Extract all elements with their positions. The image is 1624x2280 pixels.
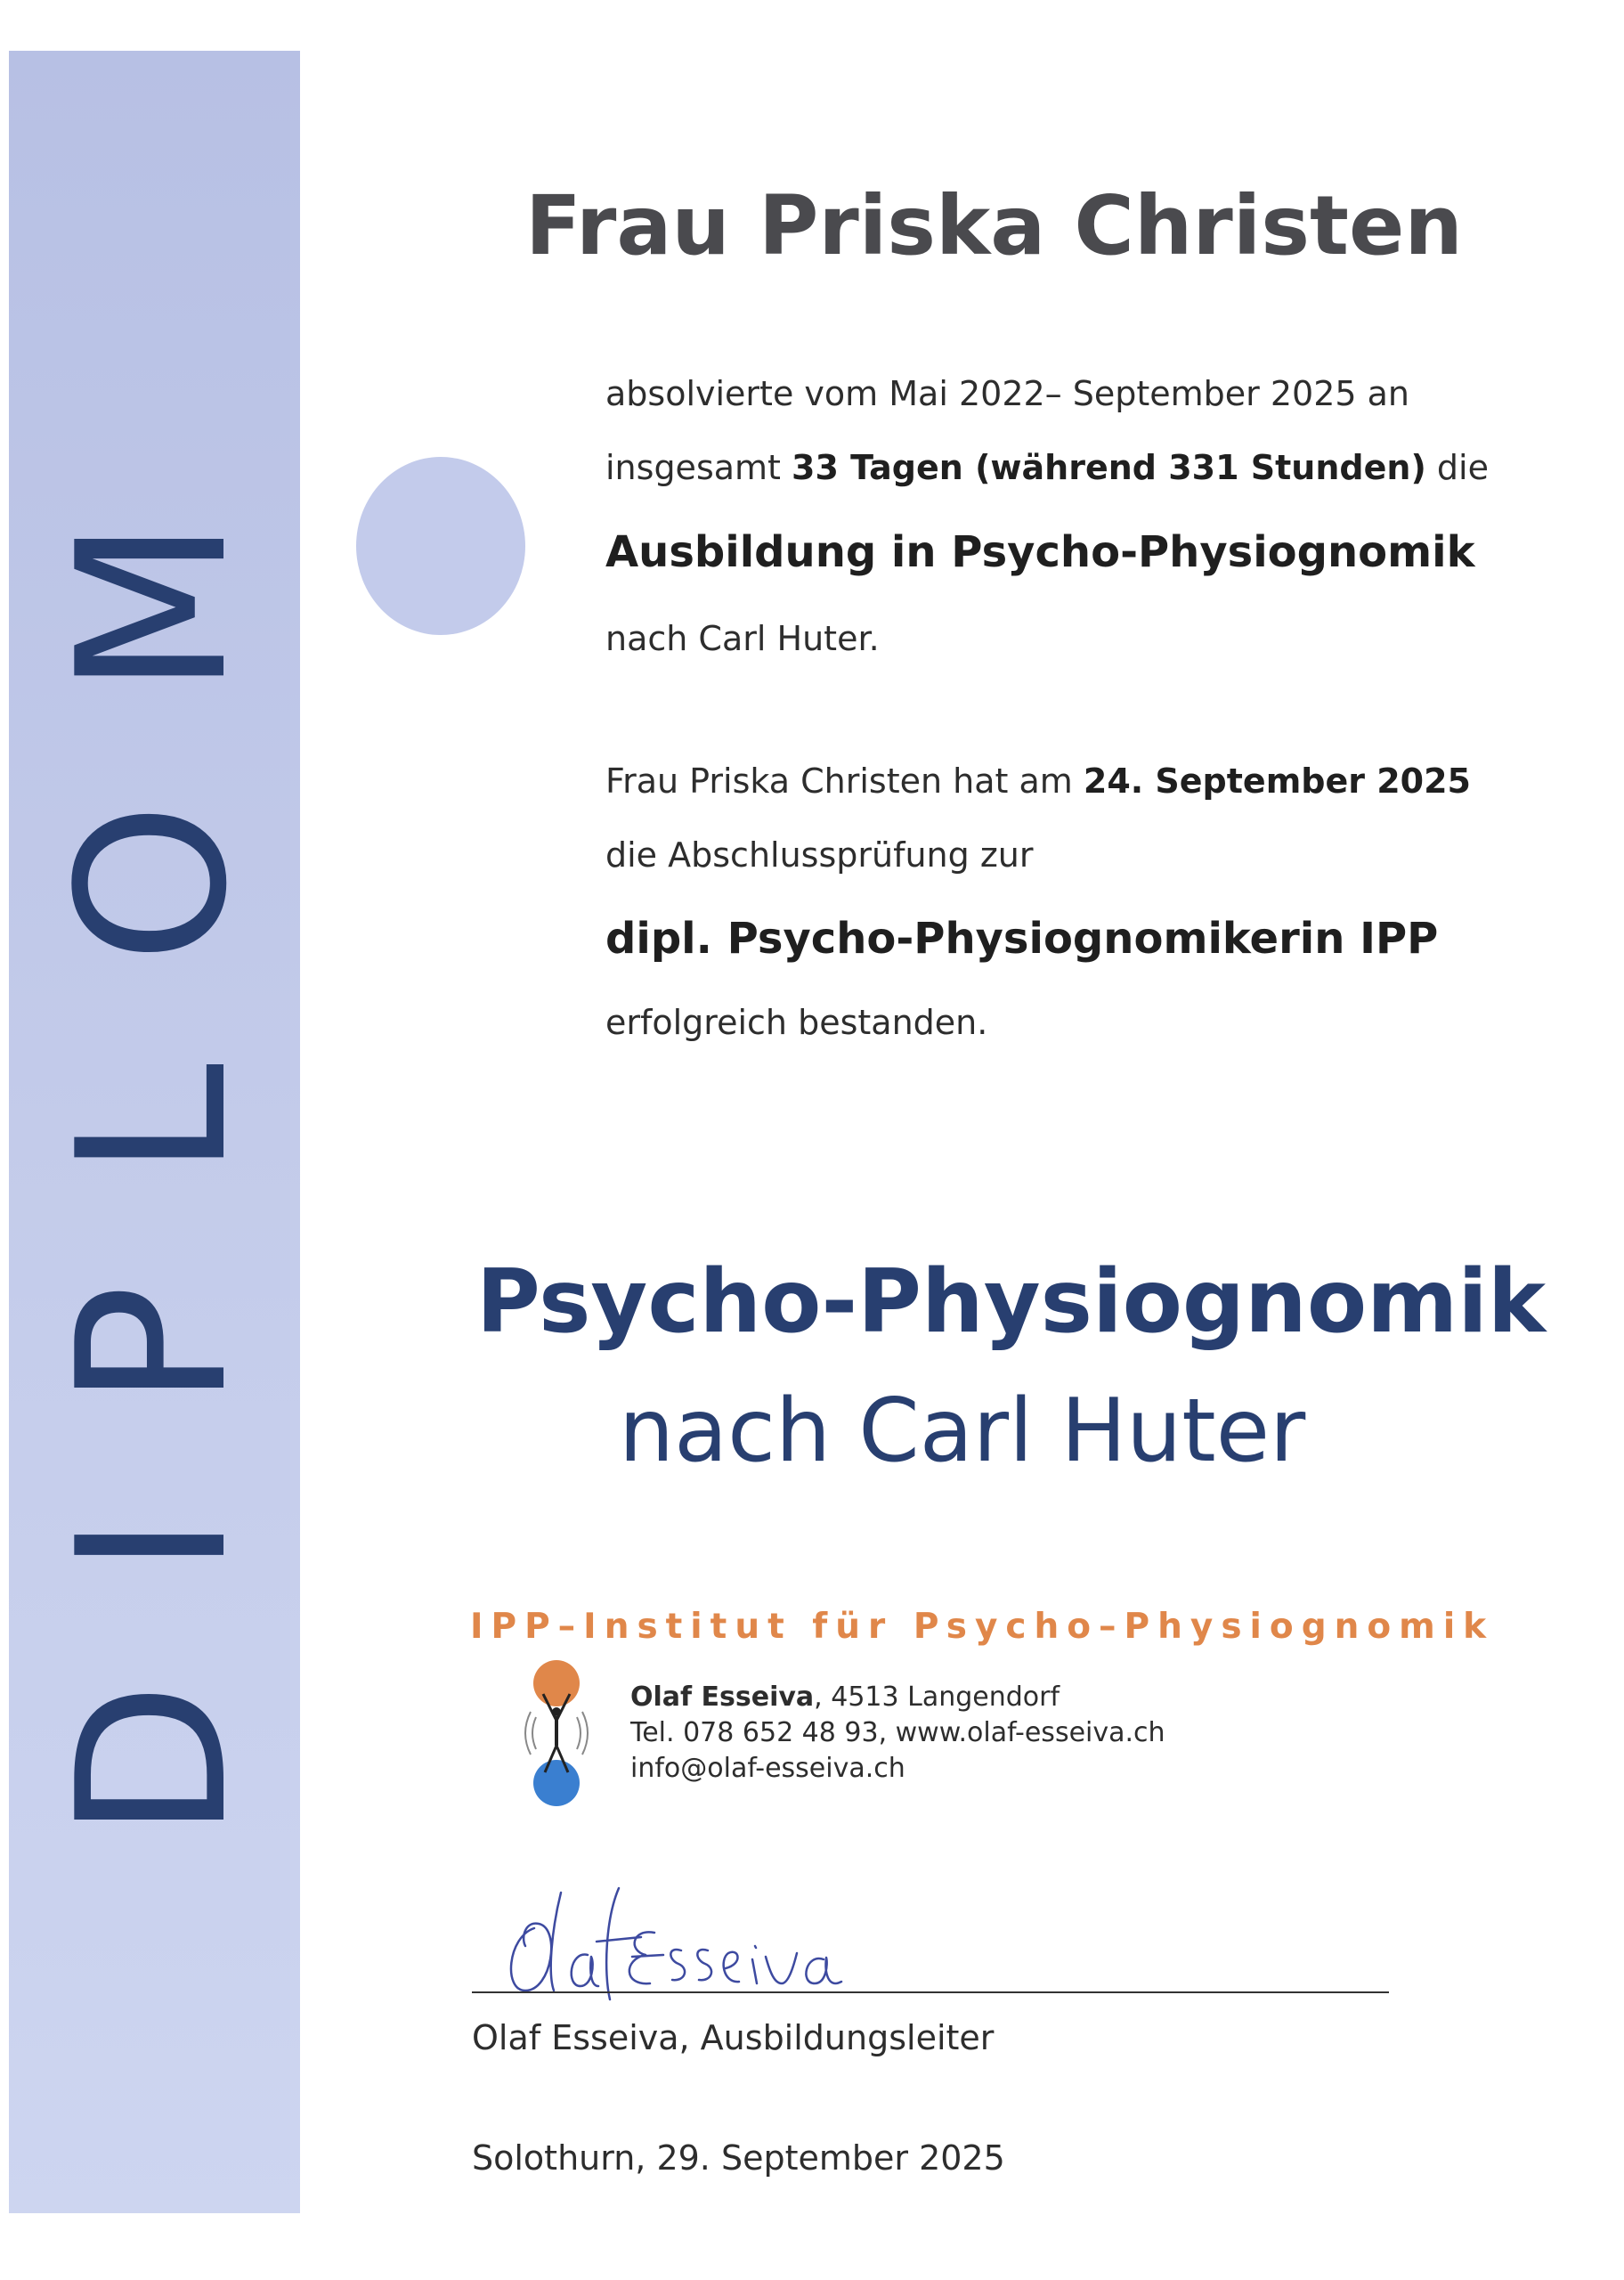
course-origin-line: nach Carl Huter. <box>605 619 880 658</box>
institute-name: IPP–Institut für Psycho–Physiognomik <box>470 1607 1495 1647</box>
contact-name-line <box>630 1682 1060 1713</box>
diplom-vertical-title: DIPLOM <box>35 411 272 1840</box>
contact-address: , 4513 Langendorf <box>814 1682 1060 1713</box>
signature-line <box>472 1991 1389 1993</box>
signer-name: Olaf Esseiva, Ausbildungsleiter <box>472 2018 995 2057</box>
contact-email: info@olaf-esseiva.ch <box>630 1753 905 1784</box>
contact-phone-web: Tel. 078 652 48 93, www.olaf-esseiva.ch <box>630 1717 1165 1748</box>
course-duration-line <box>605 448 1489 487</box>
course-period-line: absolvierte vom Mai 2022– September 2025 an <box>605 374 1410 413</box>
handwritten-signature <box>499 1875 855 2008</box>
passed-line: erfolgreich bestanden. <box>605 1003 988 1042</box>
duration-suffix: die <box>1425 448 1489 487</box>
recipient-name: Frau Priska Christen <box>525 178 1463 273</box>
duration-bold: 33 Tagen (während 331 Stunden) <box>792 448 1426 487</box>
program-subtitle: nach Carl Huter <box>619 1380 1306 1482</box>
place-date: Solothurn, 29. September 2025 <box>472 2138 1005 2178</box>
contact-name: Olaf Esseiva <box>630 1682 815 1713</box>
program-title: Psycho-Physiognomik <box>476 1251 1547 1353</box>
degree-title: dipl. Psycho-Physiognomikerin IPP <box>605 914 1439 964</box>
decorative-circle <box>356 457 525 635</box>
duration-prefix: insgesamt <box>605 448 792 487</box>
exam-line: die Abschlussprüfung zur <box>605 835 1034 875</box>
exam-date-line <box>605 761 1471 801</box>
exam-date-bold: 24. September 2025 <box>1083 761 1472 801</box>
course-name: Ausbildung in Psycho-Physiognomik <box>605 527 1475 577</box>
ipp-figure-logo-icon <box>518 1658 595 1808</box>
exam-date-prefix: Frau Priska Christen hat am <box>605 761 1084 801</box>
